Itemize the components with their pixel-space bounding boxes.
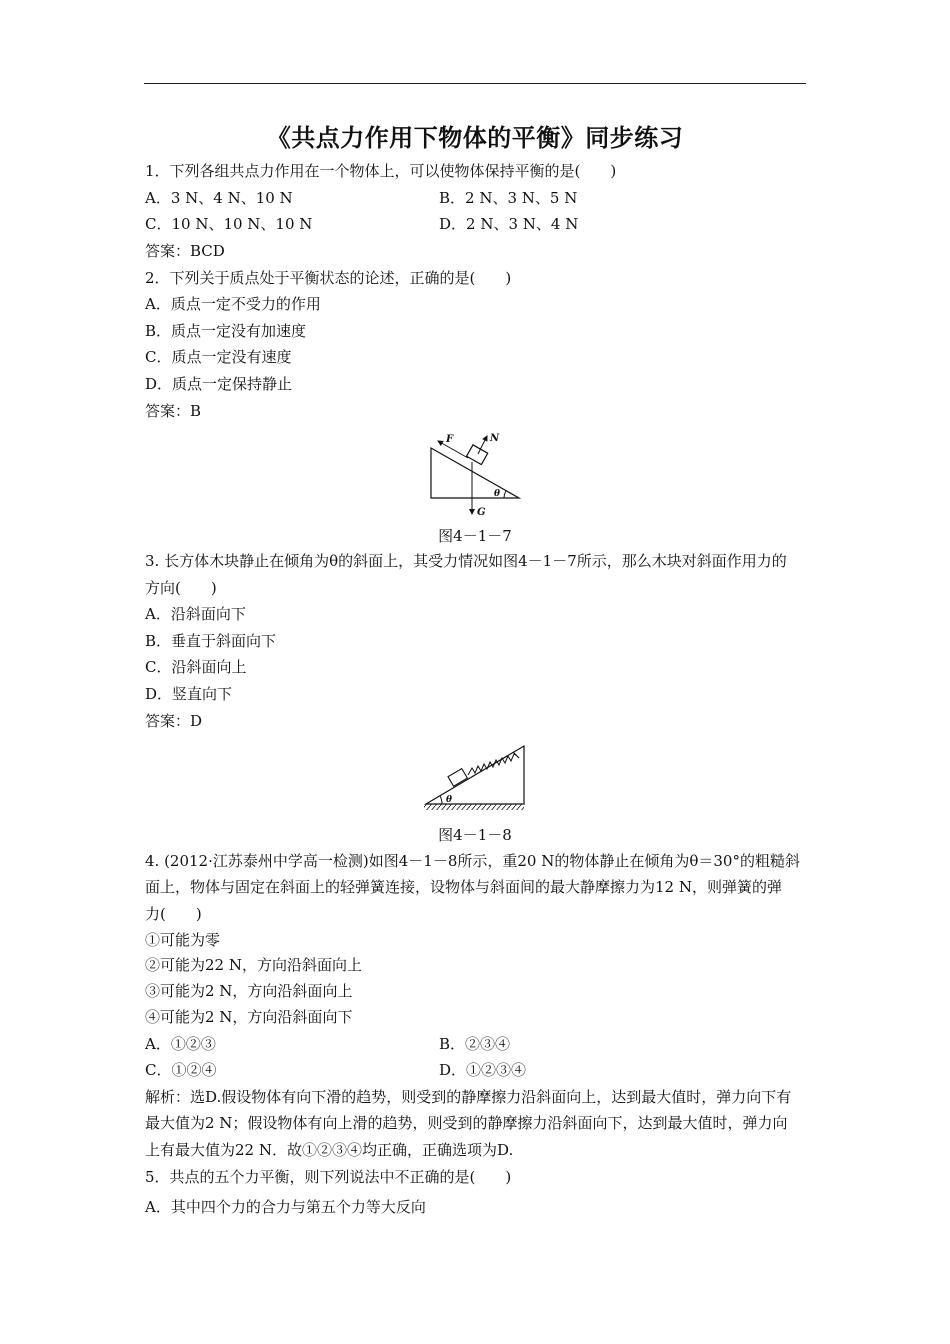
q4-option-c: C．①②④ xyxy=(145,1061,217,1079)
q2-stem: 2．下列关于质点处于平衡状态的论述，正确的是( ) xyxy=(145,269,512,287)
q3-stem-line2: 方向( ) xyxy=(145,579,217,597)
label-f: F xyxy=(446,434,454,445)
q1-answer: 答案：BCD xyxy=(145,242,225,260)
q1-option-b: B．2 N、3 N、5 N xyxy=(439,189,578,207)
figure-caption-4-1-7: 图4－1－7 xyxy=(438,527,512,545)
q2-option-c: C．质点一定没有速度 xyxy=(145,348,292,366)
theta-arc xyxy=(504,491,506,498)
q4-statement-1: ①可能为零 xyxy=(145,931,221,949)
q3-option-b: B．垂直于斜面向下 xyxy=(145,632,277,650)
label-g: G xyxy=(477,507,486,518)
figure-incline-forces xyxy=(420,428,530,522)
q1-option-d: D．2 N、3 N、4 N xyxy=(439,215,579,233)
header-rule xyxy=(144,83,806,84)
q4-option-a: A．①②③ xyxy=(145,1035,216,1053)
q4-analysis-line3: 上有最大值为22 N．故①②③④均正确，正确选项为D. xyxy=(145,1141,514,1159)
q4-analysis-line2: 最大值为2 N；假设物体有向上滑的趋势，则受到的静摩擦力沿斜面向下，达到最大值时，弹力向 xyxy=(145,1114,788,1132)
q4-option-b: B．②③④ xyxy=(439,1035,511,1053)
figure-caption-4-1-8: 图4－1－8 xyxy=(438,826,512,844)
q2-option-b: B．质点一定没有加速度 xyxy=(145,322,307,340)
label-n: N xyxy=(490,433,500,444)
q4-analysis-line1: 解析：选D.假设物体有向下滑的趋势，则受到的静摩擦力沿斜面向上，达到最大值时，弹力向下有 xyxy=(145,1088,792,1106)
q4-statement-3: ③可能为2 N，方向沿斜面向上 xyxy=(145,982,353,1000)
q3-option-a: A．沿斜面向下 xyxy=(145,605,246,623)
q5-stem: 5．共点的五个力平衡，则下列说法中不正确的是( ) xyxy=(145,1168,512,1186)
q5-option-a: A．其中四个力的合力与第五个力等大反向 xyxy=(145,1198,426,1216)
q4-stem-line1: 4. (2012·江苏泰州中学高一检测)如图4－1－8所示，重20 N的物体静止在倾角为θ＝30°的粗糙斜 xyxy=(145,852,800,870)
q2-option-d: D．质点一定保持静止 xyxy=(145,375,293,393)
q1-option-c: C．10 N、10 N、10 N xyxy=(145,215,313,233)
q4-stem-line3: 力( ) xyxy=(145,905,202,923)
q4-option-d: D．①②③④ xyxy=(439,1061,527,1079)
figure-incline-spring xyxy=(420,740,530,816)
q2-answer: 答案：B xyxy=(145,402,202,420)
ground-hatching xyxy=(424,804,524,810)
theta-arc xyxy=(440,796,442,804)
q3-option-c: C．沿斜面向上 xyxy=(145,658,247,676)
wooden-block xyxy=(448,769,467,787)
q3-option-d: D．竖直向下 xyxy=(145,685,233,703)
q3-answer: 答案：D xyxy=(145,712,203,730)
q1-option-a: A．3 N、4 N、10 N xyxy=(145,189,293,207)
q4-stem-line2: 面上，物体与固定在斜面上的轻弹簧连接，设物体与斜面间的最大静摩擦力为12 N，则弹簧的弹 xyxy=(145,878,782,896)
incline-triangle xyxy=(426,746,524,804)
label-theta: θ xyxy=(446,795,453,805)
q3-stem-line1: 3. 长方体木块静止在倾角为θ的斜面上，其受力情况如图4－1－7所示，那么木块对斜面作用力的 xyxy=(145,552,787,570)
q1-stem: 1．下列各组共点力作用在一个物体上，可以使物体保持平衡的是( ) xyxy=(145,162,617,180)
q4-statement-4: ④可能为2 N，方向沿斜面向下 xyxy=(145,1008,353,1026)
page-title: 《共点力作用下物体的平衡》同步练习 xyxy=(266,124,684,152)
spring xyxy=(468,754,516,775)
label-theta: θ xyxy=(494,489,501,499)
q2-option-a: A．质点一定不受力的作用 xyxy=(145,295,321,313)
q4-statement-2: ②可能为22 N，方向沿斜面向上 xyxy=(145,956,362,974)
wooden-block xyxy=(467,445,488,465)
